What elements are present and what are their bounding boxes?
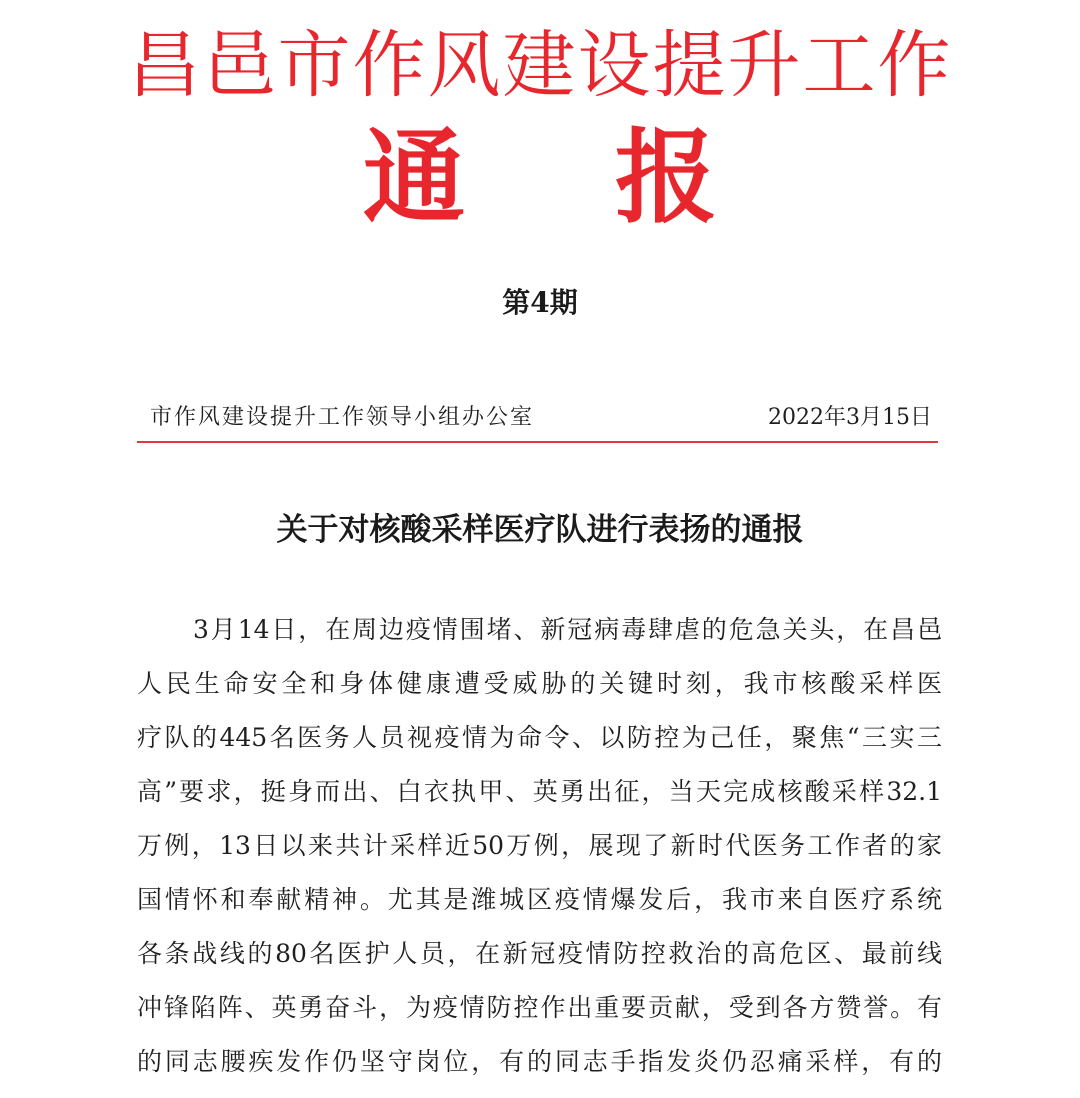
document-body: [137, 603, 942, 1089]
body-line: 疗队的445名医务人员视疫情为命令、以防控为己任，聚焦“三实三: [137, 723, 942, 752]
body-line: 高”要求，挺身而出、白衣执甲、英勇出征，当天完成核酸采样32.1: [137, 777, 942, 806]
body-line: 冲锋陷阵、英勇奋斗，为疫情防控作出重要贡献，受到各方赞誉。有: [137, 993, 942, 1022]
body-line: 3月14日，在周边疫情围堵、新冠病毒肆虐的危急关头，在昌邑: [193, 615, 942, 644]
masthead-doc-type: [0, 118, 1080, 238]
header-row: [150, 400, 940, 436]
red-divider-rule: [137, 441, 938, 443]
issuing-office: 市作风建设提升工作领导小组办公室: [150, 405, 535, 430]
body-line: 国情怀和奉献精神。尤其是潍城区疫情爆发后，我市来自医疗系统: [137, 885, 942, 914]
masthead-doc-type-char-2: 报: [615, 118, 717, 238]
body-line: 的同志腰疾发作仍坚守岗位，有的同志手指发炎仍忍痛采样，有的: [137, 1047, 942, 1076]
body-line: 各条战线的80名医护人员，在新冠疫情防控救治的高危区、最前线: [137, 939, 942, 968]
masthead-doc-type-char-1: 通: [363, 118, 465, 238]
document-title: 关于对核酸采样医疗队进行表扬的通报: [276, 512, 804, 548]
issue-number: 第4期: [502, 286, 578, 319]
body-line: 万例，13日以来共计采样近50万例，展现了新时代医务工作者的家: [137, 831, 942, 860]
masthead-organization: 昌邑市作风建设提升工作: [127, 23, 953, 108]
issue-date: 2022年3月15日: [768, 405, 932, 430]
body-line: 人民生命安全和身体健康遭受威胁的关键时刻，我市核酸采样医: [137, 669, 942, 698]
